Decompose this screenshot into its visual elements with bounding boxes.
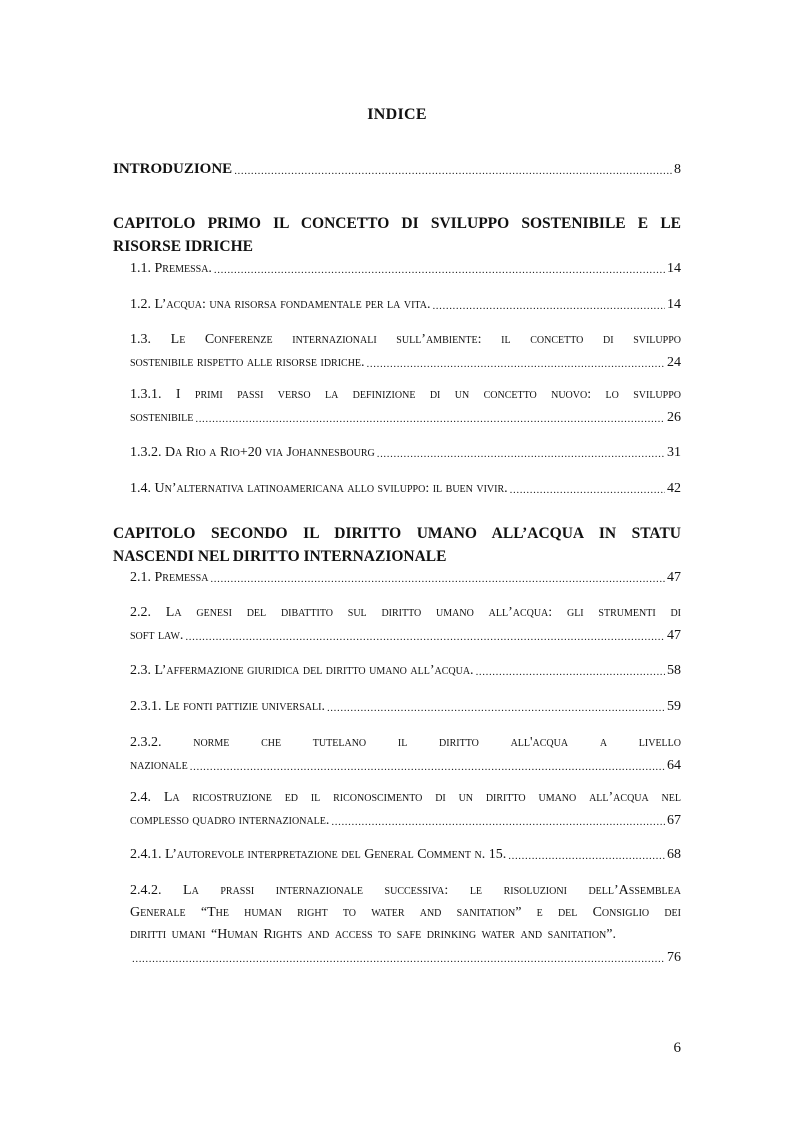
toc-entry-label-cont: nazionale <box>130 758 188 773</box>
toc-entry-label: 1.3.2. Da Rio a Rio+20 via Johannesbourg <box>130 445 375 460</box>
toc-entry[interactable] <box>130 659 681 682</box>
toc-entry-label-cont: soft law. <box>130 628 184 643</box>
leader-dots <box>432 296 665 316</box>
leader-dots <box>234 161 672 181</box>
toc-entry-label: 1.4. Un’alternativa latinoamericana allo sviluppo: il buen vivir. <box>130 481 508 496</box>
toc-entry-label-cont: diritti umani “Human Rights and access to safe drinking water and sanitation”. <box>130 927 616 942</box>
toc-entry-label: 2.4. La ricostruzione ed il riconoscimento di un diritto umano all’acqua nel <box>130 790 681 805</box>
toc-entry-page: 14 <box>667 261 681 276</box>
toc-entry-label: 1.2. L’acqua: una risorsa fondamentale per la vita. <box>130 297 431 312</box>
leader-dots <box>331 812 665 832</box>
toc-entry[interactable] <box>130 257 681 280</box>
leader-dots <box>476 662 665 682</box>
toc-entry[interactable] <box>130 880 681 969</box>
leader-dots <box>508 846 665 866</box>
toc-entry[interactable] <box>130 441 681 464</box>
toc-entry-page: 24 <box>667 355 681 370</box>
toc-entry-page: 8 <box>674 162 681 177</box>
toc-entry-label-cont: Generale “The human right to water and sanitation” e del Consiglio dei <box>130 905 681 920</box>
leader-dots <box>367 354 665 374</box>
page-number: 6 <box>673 1040 681 1056</box>
chapter-heading[interactable]: CAPITOLO SECONDO IL DIRITTO UMANO ALL’ACQUA IN STATU NASCENDI NEL DIRITTO INTERNAZIONALE <box>113 525 681 565</box>
toc-entry-page: 58 <box>667 663 681 678</box>
toc-entry-label: 2.1. Premessa <box>130 570 209 585</box>
toc-entry[interactable] <box>130 329 681 374</box>
toc-entry[interactable] <box>130 695 681 718</box>
toc-entry-page: 76 <box>667 950 681 965</box>
toc-entry-page: 47 <box>667 628 681 643</box>
toc-entry[interactable] <box>130 293 681 316</box>
toc-entry[interactable] <box>130 787 681 832</box>
toc-entry-page: 14 <box>667 297 681 312</box>
toc-entry[interactable] <box>130 384 681 429</box>
leader-dots <box>185 627 665 647</box>
toc-entry-label: 2.3. L’affermazione giuridica del diritto umano all’acqua. <box>130 663 474 678</box>
toc-entry-label: INTRODUZIONE <box>113 161 233 177</box>
toc-entry-label: 1.1. Premessa. <box>130 261 212 276</box>
toc-entry[interactable] <box>130 566 681 589</box>
toc-entry-label: 2.2. La genesi del dibattito sul diritto umano all’acqua: gli strumenti di <box>130 605 681 620</box>
leader-dots <box>377 444 665 464</box>
toc-entry[interactable] <box>130 477 681 500</box>
leader-dots <box>195 409 665 429</box>
toc-entry-page: 26 <box>667 410 681 425</box>
toc-entry[interactable] <box>130 843 681 866</box>
chapter-heading[interactable]: CAPITOLO PRIMO IL CONCETTO DI SVILUPPO SOSTENIBILE E LE RISORSE IDRICHE <box>113 215 681 255</box>
toc-entry-label: 2.4.2. La prassi internazionale successiva: le risoluzioni dell’Assemblea <box>130 883 681 898</box>
leader-dots <box>190 757 665 777</box>
toc-entry-label: 1.3.1. I primi passi verso la definizione di un concetto nuovo: lo sviluppo <box>130 387 681 402</box>
toc-entry-page: 67 <box>667 813 681 828</box>
leader-dots <box>210 569 665 589</box>
toc-entry-page: 59 <box>667 699 681 714</box>
toc-entry-introduzione[interactable] <box>113 158 681 181</box>
toc-entry-label: 2.4.1. L’autorevole interpretazione del General Comment n. 15. <box>130 847 507 862</box>
toc-entry-page: 31 <box>667 445 681 460</box>
toc-entry-page: 47 <box>667 570 681 585</box>
toc-entry-page: 68 <box>667 847 681 862</box>
toc-entry[interactable] <box>130 602 681 647</box>
toc-entry-label-cont: complesso quadro internazionale. <box>130 813 330 828</box>
leader-dots <box>132 949 665 969</box>
toc-entry-label-cont: sostenibile rispetto alle risorse idriche. <box>130 355 365 370</box>
leader-dots <box>214 260 665 280</box>
toc-entry-label-cont: sostenibile <box>130 410 194 425</box>
toc-entry-label: 2.3.1. Le fonti pattizie universali. <box>130 699 325 714</box>
toc-entry[interactable] <box>130 732 681 777</box>
leader-dots <box>327 698 665 718</box>
leader-dots <box>510 480 665 500</box>
toc-entry-label: 2.3.2. norme che tutelano il diritto all'acqua a livello <box>130 735 681 750</box>
toc-entry-page: 64 <box>667 758 681 773</box>
toc-entry-page: 42 <box>667 481 681 496</box>
toc-entry-label: 1.3. Le Conferenze internazionali sull’ambiente: il concetto di sviluppo <box>130 332 681 347</box>
page-title: INDICE <box>367 106 427 123</box>
